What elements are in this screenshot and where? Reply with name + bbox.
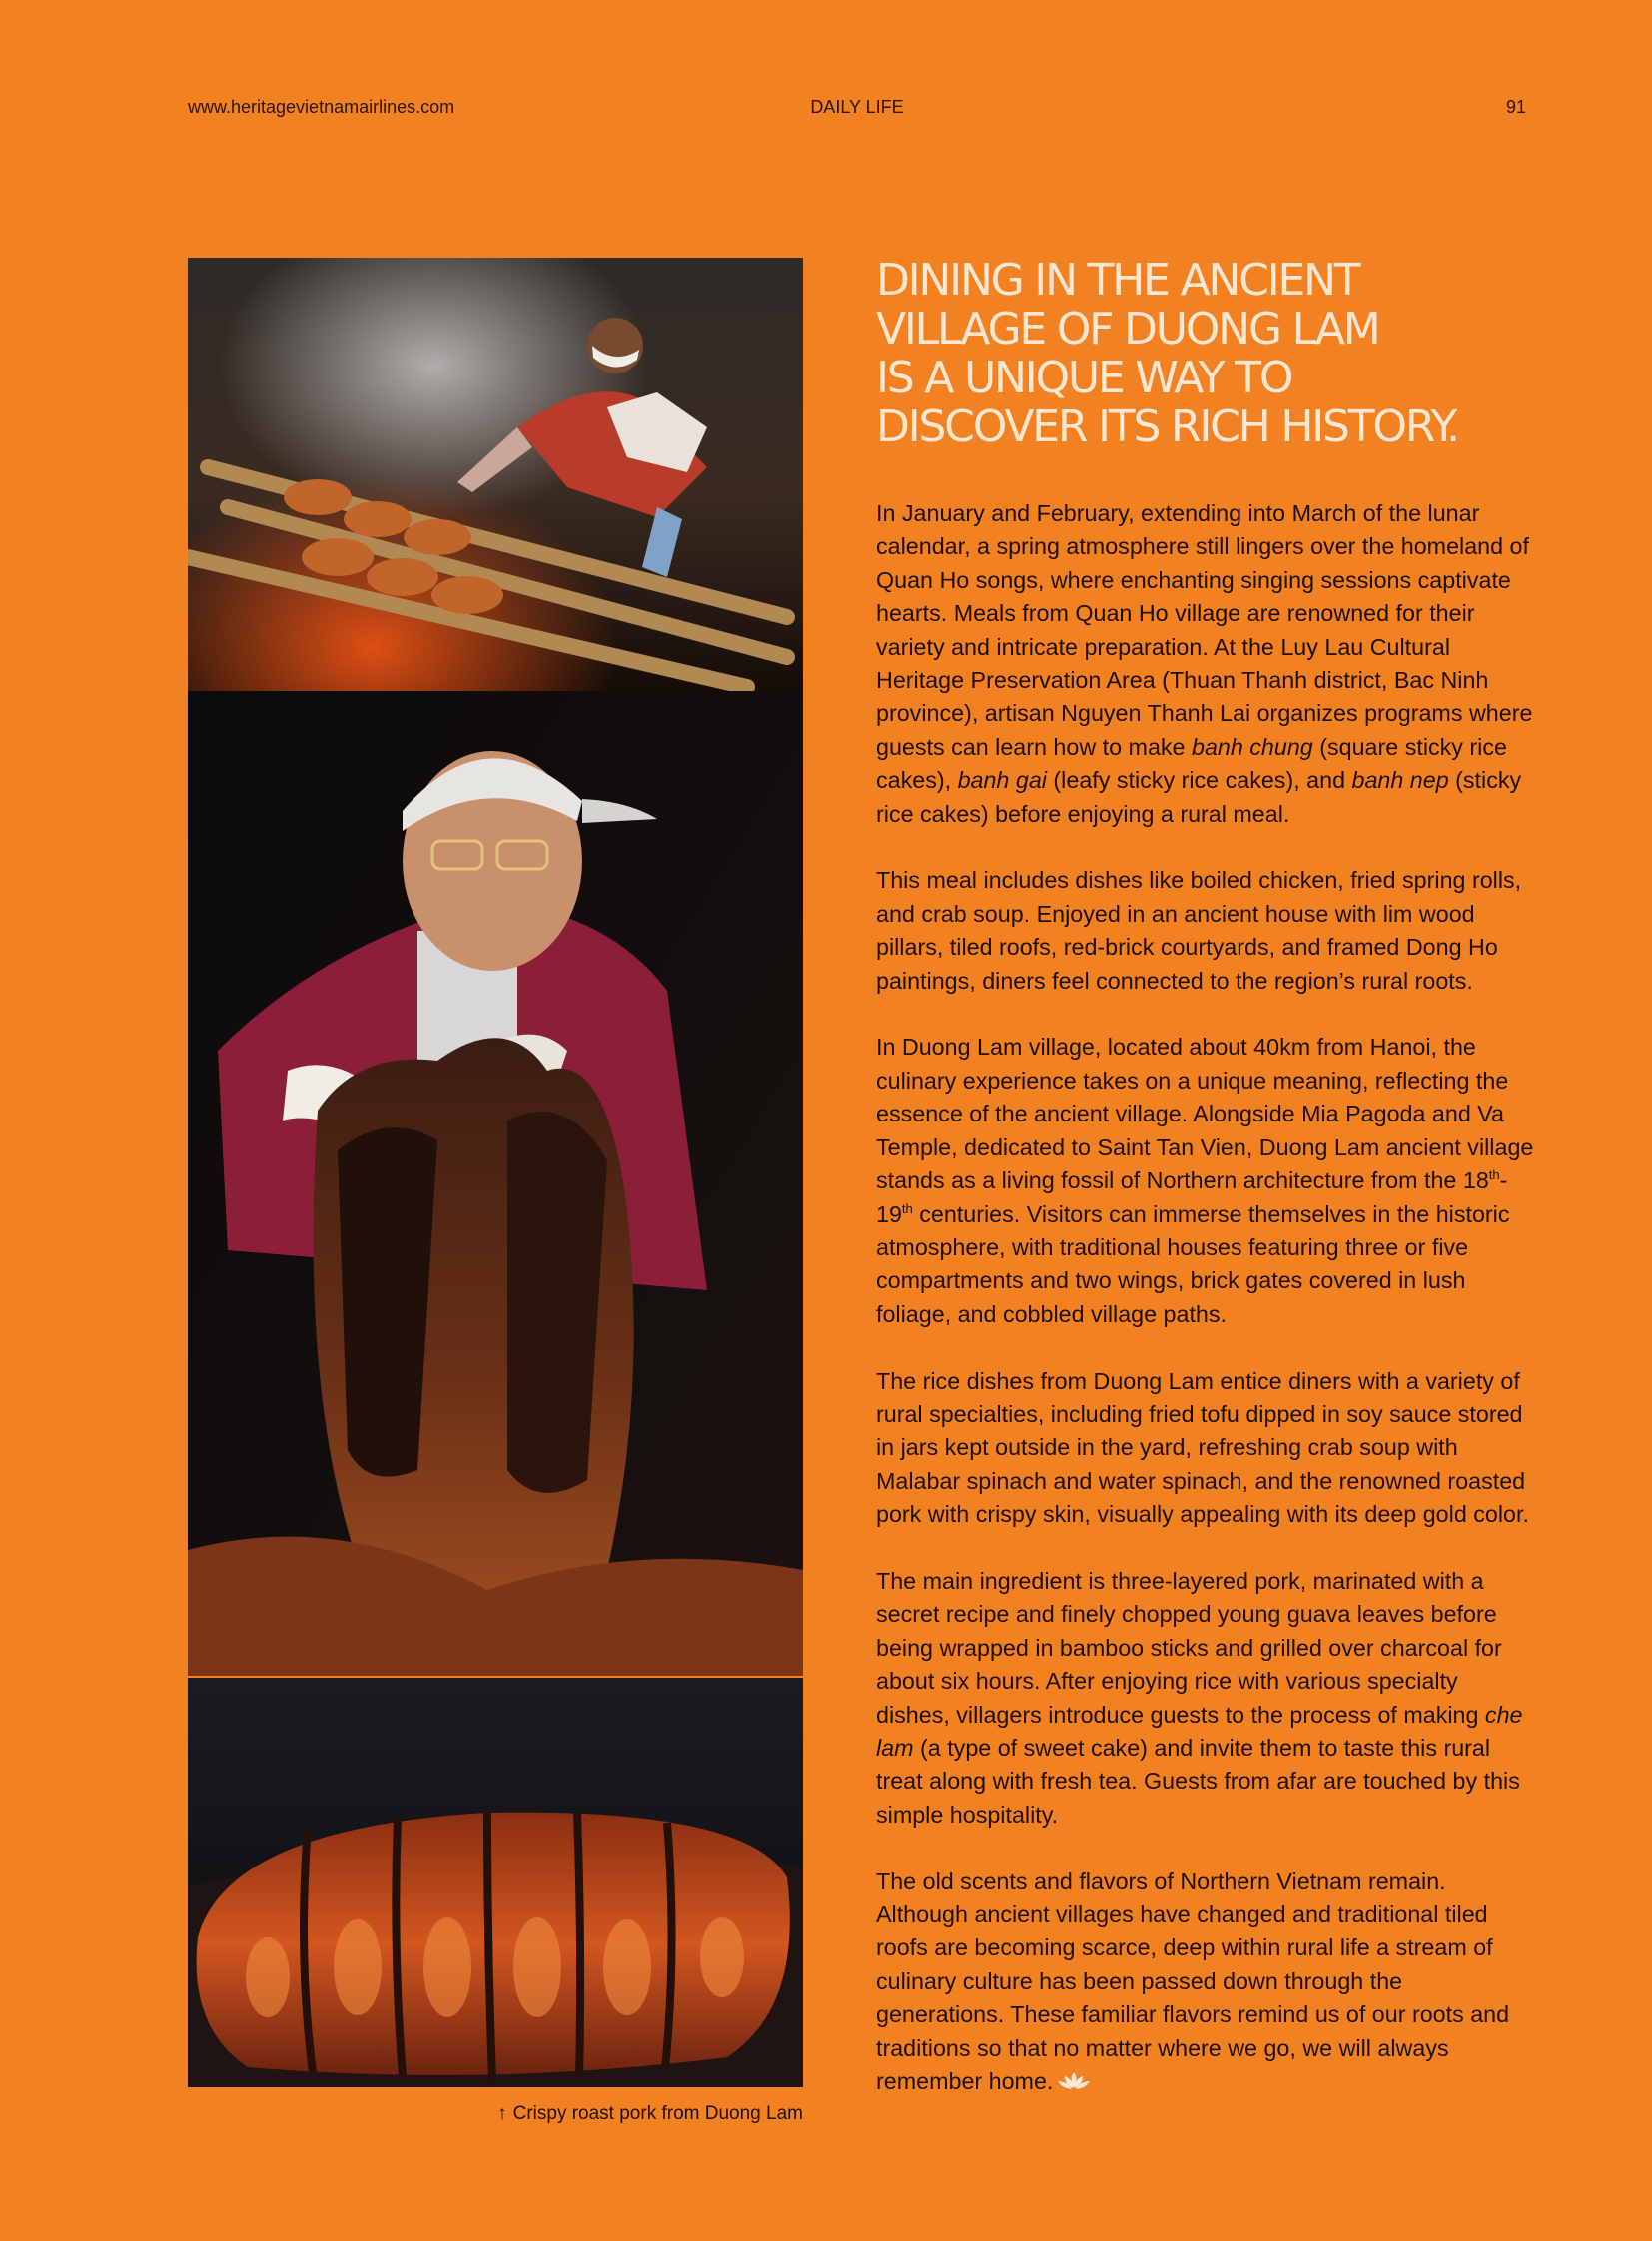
man-holding-roast-pork-photo [188, 691, 803, 1676]
photo-caption [188, 2103, 803, 2125]
paragraph-1-text-b: (square sticky rice cakes), [876, 733, 1507, 794]
paragraph-2: This meal includes dishes like boiled chicken, fried spring rolls, and crab soup. Enjoyed in an ancient house with lim wood pillars, tiled roofs, red-brick courtyards, and framed Dong Ho paintings, diners feel connected to the region’s rural roots. [876, 867, 1522, 994]
paragraph-5 [876, 1565, 1535, 1832]
article-body [876, 497, 1535, 2100]
headline-line-3: IS A UNIQUE WAY TO [876, 353, 1292, 403]
paragraph-3-text-c: centuries. Visitors can immerse themselves in the historic atmosphere, with traditional houses featuring three or five compartments and two wings, brick gates covered in lush foliage, and cobbled village paths. [876, 1200, 1510, 1327]
headline-line-4: DISCOVER ITS RICH HISTORY. [876, 401, 1458, 452]
paragraph-1-text-c: (leafy sticky rice cakes), and [1046, 767, 1352, 794]
paragraph-1-text-a: In January and February, extending into March of the lunar calendar, a spring atmosphere still lingers over the homeland of Quan Ho songs, where enchanting singing sessions captivate hearts. Meals from Quan Ho village are renowned for their variety and intricate preparation. At the Luy Lau Cultural Heritage Preservation Area (Thuan Thanh district, Bac Ninh province), artisan Nguyen Thanh Lai organizes programs where guests can learn how to make [876, 500, 1533, 760]
paragraph-3-text-b: -19 [876, 1167, 1508, 1227]
paragraph-3-text-a: In Duong Lam village, located about 40km from Hanoi, the culinary experience takes on a unique meaning, reflecting the essence of the ancient village. Alongside Mia Pagoda and Va Temple, dedicated to Saint Tan Vien, Duong Lam ancient village stands as a living fossil of Northern architecture from the 18 [876, 1034, 1534, 1194]
paragraph-3-sup-1: th [1488, 1167, 1500, 1183]
site-url[interactable]: www.heritagevietnamairlines.com [188, 97, 455, 117]
paragraph-5-text-b: (a type of sweet cake) and invite them to taste this rural treat along with fresh tea. Guests from afar are touched by this simple hospitality. [876, 1734, 1520, 1828]
page-header [188, 97, 1526, 123]
paragraph-3 [876, 1031, 1535, 1331]
lotus-icon [1057, 2067, 1091, 2100]
headline-line-1: DINING IN THE ANCIENT [876, 255, 1359, 306]
section-label: DAILY LIFE [810, 97, 904, 117]
paragraph-3-sup-2: th [901, 1200, 913, 1216]
paragraph-6 [876, 1866, 1535, 2101]
paragraph-6-text: The old scents and flavors of Northern Vietnam remain. Although ancient villages have changed and traditional tiled roofs are becoming scarce, deep within rural life a stream of culinary culture has been passed down through the generations. These familiar flavors remind us of our roots and traditions so that no matter where we go, we will always remember home. [876, 1868, 1510, 2095]
paragraph-1-term-banh-gai: banh gai [957, 767, 1047, 794]
headline-line-2: VILLAGE OF DUONG LAM [876, 304, 1379, 355]
paragraph-5-term-che-lam: che lam [876, 1701, 1523, 1761]
arrow-up-icon: ↑ [497, 2103, 507, 2124]
paragraph-1-term-banh-nep: banh nep [1351, 767, 1449, 794]
caption-text: Crispy roast pork from Duong Lam [512, 2103, 803, 2124]
paragraph-4: The rice dishes from Duong Lam entice diners with a variety of rural specialties, including fried tofu dipped in soy sauce stored in jars kept outside in the yard, refreshing crab soup with Malabar spinach and water spinach, and the renowned roasted pork with crispy skin, visually appealing with its deep gold color. [876, 1367, 1529, 1528]
paragraph-1-term-banh-chung: banh chung [1191, 733, 1313, 760]
article-headline [876, 256, 1575, 451]
roast-pork-closeup-photo [188, 1678, 803, 2087]
paragraph-5-text-a: The main ingredient is three-layered pork, marinated with a secret recipe and finely chopped young guava leaves before being wrapped in bamboo sticks and grilled over charcoal for about six hours. After enjoying rice with various specialty dishes, villagers introduce guests to the process of making [876, 1567, 1502, 1728]
paragraph-1 [876, 497, 1535, 831]
paragraph-1-text-d: (sticky rice cakes) before enjoying a rural meal. [876, 767, 1522, 827]
page-number: 91 [1505, 97, 1526, 117]
grilling-photo [188, 258, 803, 691]
